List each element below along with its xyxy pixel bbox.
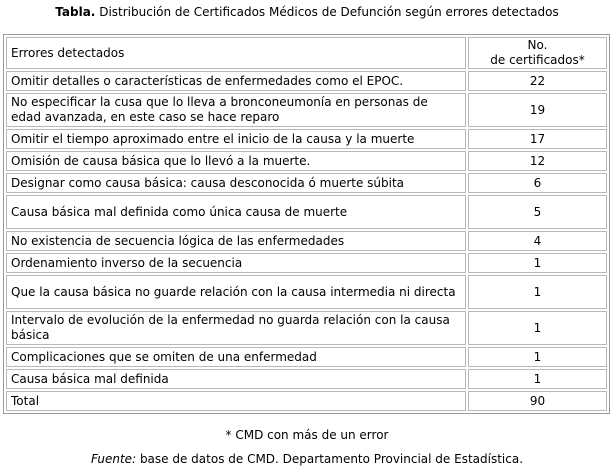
error-cell: Omitir el tiempo aproximado entre el inicio de la causa y la muerte — [6, 129, 466, 149]
table-caption — [0, 4, 614, 20]
count-cell: 22 — [468, 71, 607, 91]
count-cell: 17 — [468, 129, 607, 149]
error-cell: Omitir detalles o características de enfermedades como el EPOC. — [6, 71, 466, 91]
error-cell: Complicaciones que se omiten de una enfermedad — [6, 347, 466, 367]
source-note — [0, 451, 614, 467]
error-cell: Designar como causa básica: causa desconocida ó muerte súbita — [6, 173, 466, 193]
table-row — [6, 391, 607, 411]
table-row — [6, 195, 607, 229]
table-row — [6, 347, 607, 367]
error-cell: No existencia de secuencia lógica de las enfermedades — [6, 231, 466, 251]
caption-text: Distribución de Certificados Médicos de Defunción según errores detectados — [99, 5, 559, 19]
table-row — [6, 151, 607, 171]
header-error-cell: Errores detectados — [6, 37, 466, 69]
count-cell: 1 — [468, 253, 607, 273]
source-label: Fuente: — [90, 452, 137, 466]
table-row — [6, 93, 607, 127]
source-text: base de datos de CMD. Departamento Provincial de Estadística. — [139, 452, 524, 466]
error-cell: No especificar la cusa que lo lleva a bronconeumonía en personas de edad avanzada, en este caso se hace reparo — [6, 93, 466, 127]
error-cell: Causa básica mal definida — [6, 369, 466, 389]
error-cell: Causa básica mal definida como única causa de muerte — [6, 195, 466, 229]
table-row — [6, 275, 607, 309]
error-cell: Omisión de causa básica que lo llevó a la muerte. — [6, 151, 466, 171]
footnote: * CMD con más de un error — [225, 428, 389, 442]
header-count-line1: No. — [527, 38, 548, 52]
table-header-row — [6, 37, 607, 69]
error-cell: Intervalo de evolución de la enfermedad no guarda relación con la causa básica — [6, 311, 466, 345]
errors-table — [3, 34, 610, 414]
error-cell: Que la causa básica no guarde relación con la causa intermedia ni directa — [6, 275, 466, 309]
table-row — [6, 231, 607, 251]
count-cell: 6 — [468, 173, 607, 193]
table-row — [6, 311, 607, 345]
table-row — [6, 369, 607, 389]
count-cell: 1 — [468, 347, 607, 367]
count-cell: 1 — [468, 275, 607, 309]
count-cell: 12 — [468, 151, 607, 171]
table-row — [6, 129, 607, 149]
header-count-line2: de certificados* — [490, 53, 585, 67]
count-cell: 5 — [468, 195, 607, 229]
header-count-cell — [468, 37, 607, 69]
count-cell: 19 — [468, 93, 607, 127]
count-cell: 90 — [468, 391, 607, 411]
count-cell: 1 — [468, 369, 607, 389]
count-cell: 4 — [468, 231, 607, 251]
caption-lead: Tabla. — [55, 5, 96, 19]
error-cell: Ordenamiento inverso de la secuencia — [6, 253, 466, 273]
table-row — [6, 71, 607, 91]
table-row — [6, 173, 607, 193]
count-cell: 1 — [468, 311, 607, 345]
table-row — [6, 253, 607, 273]
error-cell: Total — [6, 391, 466, 411]
